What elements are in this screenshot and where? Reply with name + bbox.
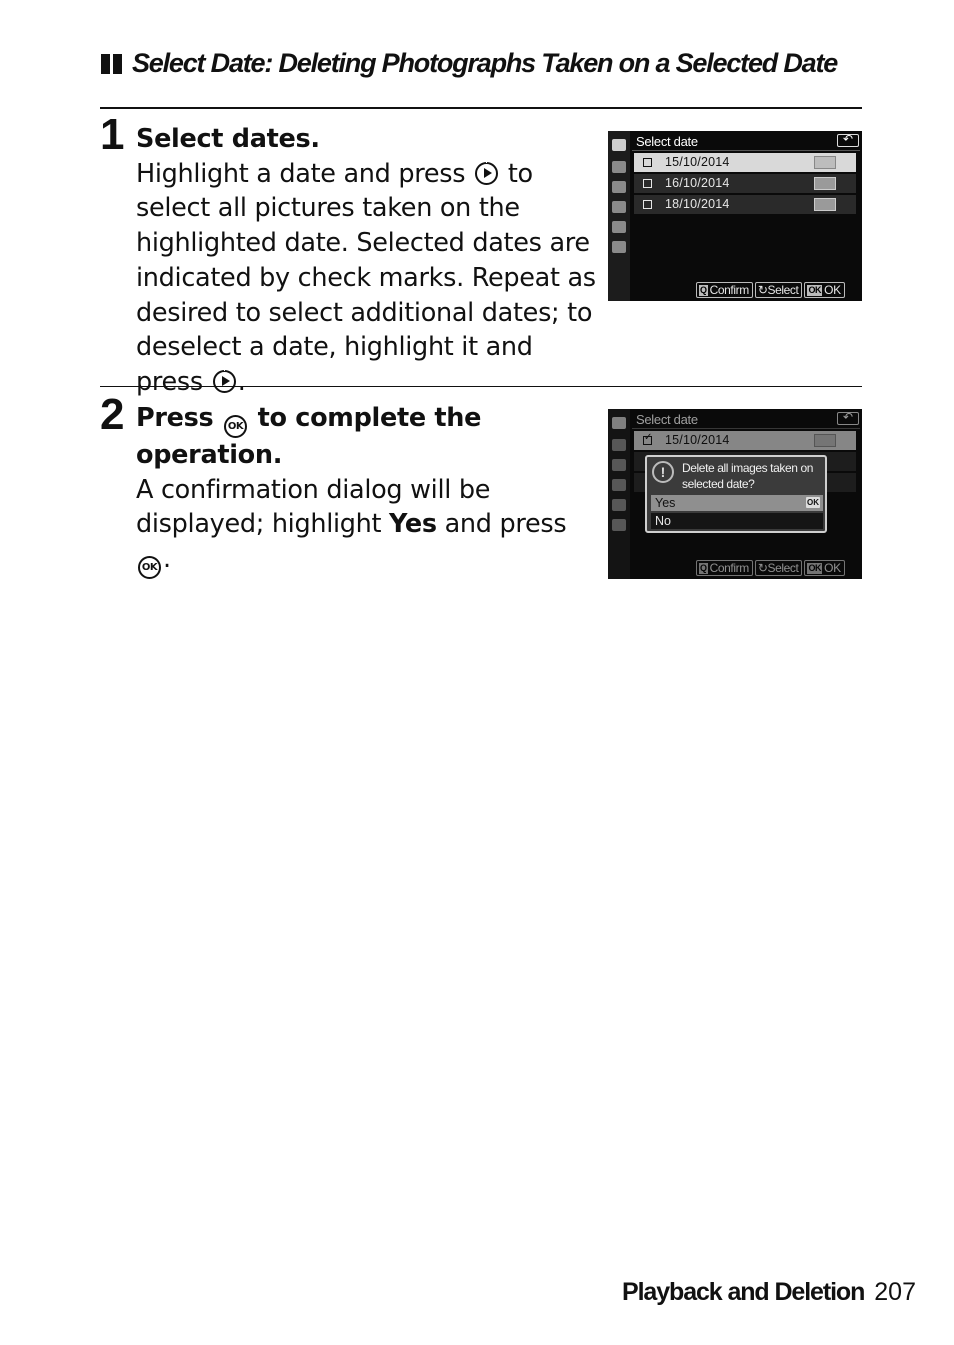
- yes-emphasis: Yes: [389, 509, 437, 540]
- title-divider: [632, 150, 860, 151]
- trash-tab-icon: [612, 241, 626, 253]
- ok-label: OK: [824, 283, 841, 297]
- multi-selector-right-icon: [475, 162, 498, 185]
- thumbnail-icon: [814, 198, 836, 211]
- camera-tab-icon: [612, 161, 626, 173]
- playback-tab-icon: [612, 139, 626, 151]
- step-divider: [100, 386, 862, 387]
- step-2-body: [136, 401, 596, 579]
- pencil-tab-icon: [612, 459, 626, 471]
- dialog-message: Delete all images taken on selected date?: [682, 461, 814, 491]
- ok-hint: [804, 282, 844, 298]
- step-1-text-c: .: [237, 366, 246, 397]
- section-heading: [101, 48, 837, 81]
- section-rule: [100, 107, 862, 109]
- step-2-number: 2: [100, 390, 125, 439]
- ok-button-icon: OK: [808, 285, 822, 295]
- screen-title: Select date: [636, 134, 698, 149]
- step-1-text-b: to select all pictures taken on the highlighted date. Selected dates are indicated by check marks. Repeat as desired to select additional dates; to deselect a date, highlight it and press: [136, 158, 596, 397]
- warning-icon: [652, 461, 674, 483]
- step-2-heading-a: Press: [136, 403, 214, 433]
- camera-tab-icon: [612, 439, 626, 451]
- ok-hint: [804, 560, 844, 576]
- camera-screen-select-date: [608, 131, 862, 301]
- step-2-text-b: and press: [444, 509, 567, 540]
- ok-button-icon: OK: [224, 415, 247, 438]
- date-row[interactable]: [634, 153, 856, 172]
- thumbnail-icon: [814, 156, 836, 169]
- ok-label: OK: [824, 561, 841, 575]
- date-row[interactable]: [634, 174, 856, 193]
- step-1-text-a: Highlight a date and press: [136, 158, 466, 189]
- thumbnail-icon: [814, 177, 836, 190]
- menu-tabs: [608, 409, 630, 579]
- trash-tab-icon: [612, 519, 626, 531]
- menu-tabs: [608, 131, 630, 301]
- screen-title: Select date: [636, 412, 698, 427]
- screen-footer: [694, 282, 845, 298]
- section-marker-icon: [101, 50, 125, 81]
- confirm-hint: [696, 282, 753, 298]
- step-1-number: 1: [100, 110, 125, 159]
- back-icon: [837, 134, 859, 147]
- camera-screen-confirm-dialog: [608, 409, 862, 579]
- date-label: 15/10/2014: [665, 155, 730, 169]
- date-label: 18/10/2014: [665, 197, 730, 211]
- section-heading-text: Select Date: Deleting Photographs Taken on a Selected Date: [132, 48, 838, 78]
- zoom-out-button-icon: Q: [700, 563, 707, 573]
- confirmation-dialog: [645, 455, 827, 533]
- back-icon: [837, 412, 859, 425]
- checkbox-icon: [643, 200, 652, 209]
- date-row[interactable]: [634, 195, 856, 214]
- confirm-label: Confirm: [709, 283, 749, 297]
- thumbnail-icon: [814, 434, 836, 447]
- ok-button-icon: OK: [138, 556, 161, 579]
- chapter-title: Playback and Deletion: [622, 1278, 865, 1306]
- checked-checkbox-icon: [643, 436, 652, 445]
- yes-option[interactable]: [651, 495, 823, 511]
- step-2-text: [136, 473, 596, 579]
- checkbox-icon: [643, 179, 652, 188]
- step-2-text-c: .: [163, 544, 171, 575]
- date-row: [634, 431, 856, 450]
- yes-label: Yes: [655, 496, 676, 510]
- no-option[interactable]: [651, 513, 823, 529]
- screen-footer: [694, 560, 845, 576]
- date-label: 16/10/2014: [665, 176, 730, 190]
- checkbox-icon: [643, 158, 652, 167]
- playback-tab-icon: [612, 417, 626, 429]
- confirm-hint: [696, 560, 753, 576]
- step-2-text-a: A confirmation dialog will be displayed; highlight: [136, 474, 491, 540]
- ok-button-icon: OK: [808, 563, 822, 573]
- step-1-heading: Select dates.: [136, 124, 320, 154]
- ok-button-icon: OK: [807, 498, 819, 507]
- multi-selector-right-icon: [213, 370, 236, 393]
- page-footer: [622, 1278, 916, 1307]
- select-label: Select: [767, 283, 799, 297]
- retouch-tab-icon: [612, 499, 626, 511]
- step-1-text: [136, 157, 596, 400]
- zoom-out-button-icon: Q: [700, 285, 707, 295]
- select-hint: ↻Select: [755, 282, 803, 298]
- select-label: Select: [767, 561, 799, 575]
- select-hint: ↻Select: [755, 560, 803, 576]
- step-1-body: [136, 122, 596, 400]
- page-number: 207: [874, 1278, 916, 1306]
- step-2-heading-b: to complete the operation.: [136, 403, 482, 470]
- retouch-tab-icon: [612, 221, 626, 233]
- wrench-tab-icon: [612, 201, 626, 213]
- no-label: No: [655, 514, 671, 528]
- wrench-tab-icon: [612, 479, 626, 491]
- title-divider: [632, 428, 860, 429]
- date-label: 15/10/2014: [665, 433, 730, 447]
- step-2-heading: [136, 401, 596, 473]
- pencil-tab-icon: [612, 181, 626, 193]
- confirm-label: Confirm: [709, 561, 749, 575]
